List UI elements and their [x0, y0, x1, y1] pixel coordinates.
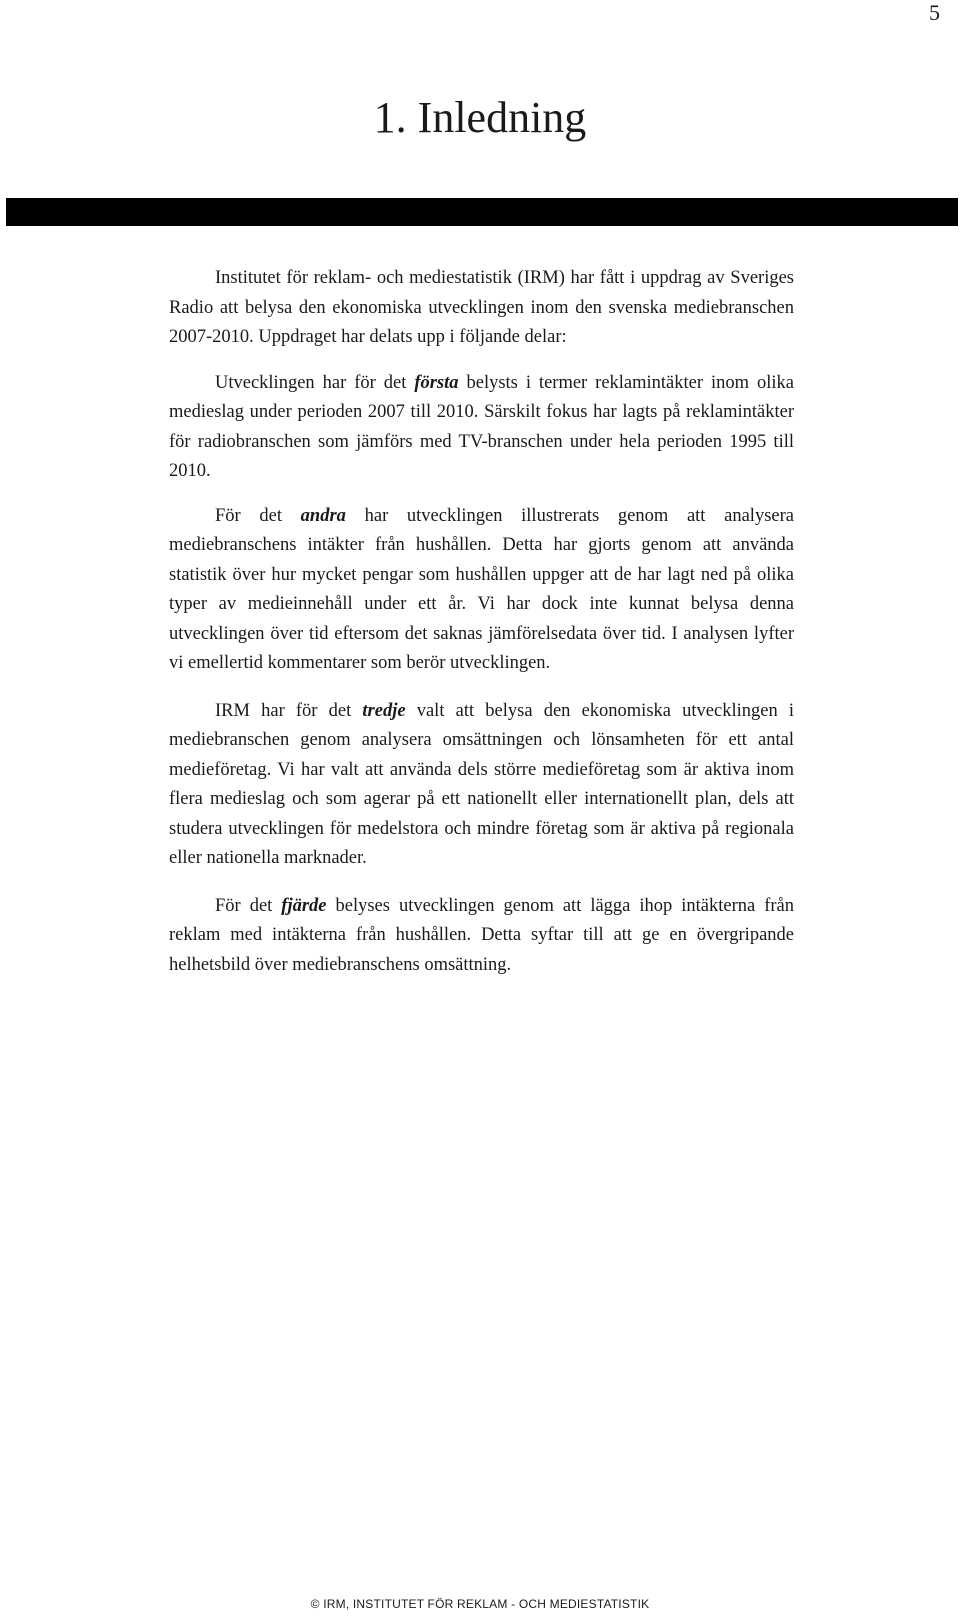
paragraph-text: har utvecklingen illustrerats genom att analysera mediebranschens intäkter från hushållen. Detta har gjorts genom att använda statistik över hur mycket pengar som hushållen uppger att de har lagt ned på olika typer av medieinnehåll under ett år. Vi har dock inte kunnat belysa denna utvecklingen över tid eftersom det saknas jämförelsedata över tid. I analysen lyfter vi emellertid kommentarer som berör utvecklingen.: [169, 505, 794, 673]
page-footer: © IRM, INSTITUTET FÖR REKLAM - OCH MEDIESTATISTIK: [310, 1597, 650, 1611]
paragraph-text: belyses utvecklingen genom att lägga ihop intäkterna från reklam med intäkterna från hushållen. Detta syftar till att ge en övergripande helhetsbild över mediebranschens omsättning.: [169, 895, 794, 975]
paragraph-text: belysts i termer reklamintäkter inom olika medieslag under perioden 2007 till 2010. Särskilt fokus har lagts på reklamintäkter för radiobranschen som jämförs med TV-branschen under hela perioden 1995 till 2010.: [169, 372, 794, 481]
page-title: 1. Inledning: [373, 93, 587, 142]
page-number: 5: [929, 0, 940, 25]
paragraph-text: valt att belysa den ekonomiska utvecklingen i mediebranschen genom analysera omsättningen och lönsamheten för ett antal medieföretag. Vi har valt att använda dels större medieföretag som är aktiva inom flera medieslag och som agerar på ett nationellt eller internationellt plan, dels att studera utvecklingen för medelstora och mindre företag som är aktiva på regionala eller nationella marknader.: [169, 700, 794, 868]
title-divider-bar: [6, 198, 958, 226]
paragraph-text: För det: [215, 895, 282, 916]
keyword-tredje: tredje: [362, 700, 406, 721]
paragraph-first-part: [169, 369, 794, 487]
keyword-andra: andra: [300, 505, 346, 526]
body-text: [169, 264, 794, 980]
paragraph-intro: Institutet för reklam- och mediestatistik (IRM) har fått i uppdrag av Sveriges Radio att belysa den ekonomiska utvecklingen inom den svenska mediebranschen 2007-2010. Uppdraget har delats upp i följande delar:: [169, 268, 794, 347]
paragraph-text: För det: [215, 505, 301, 526]
paragraph-fourth-part: [169, 892, 794, 981]
paragraph-third-part: [169, 697, 794, 874]
keyword-fjarde: fjärde: [281, 895, 327, 916]
paragraph-second-part: [169, 502, 794, 679]
paragraph-text: IRM har för det: [215, 700, 363, 721]
paragraph-text: Utvecklingen har för det: [215, 372, 415, 393]
keyword-forsta: första: [414, 372, 459, 393]
